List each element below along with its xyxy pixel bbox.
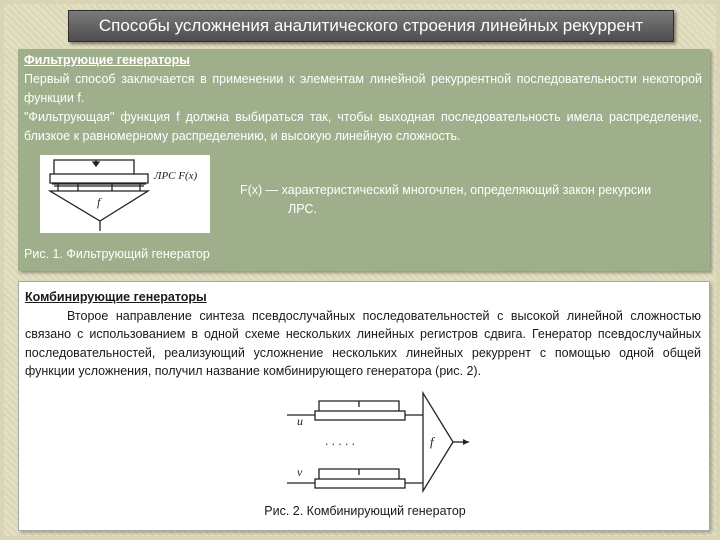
register-bottom-label: v (297, 465, 303, 479)
combining-paragraph: Второе направление синтеза псевдослучайных последовательностей с высокой линейной сложностью связано с использованием в одной схеме нескольких линейных регистров сдвига. Генератор псевдослучайных последовательностей, реализующий усложнение нескольких линейных рекуррент с помощью одной общей функции усложнения, получил название комбинирующего генератора (рис. 2). (25, 308, 701, 378)
fx-note-line1: F(x) — характеристический многочлен, определяющий закон рекурсии (240, 183, 652, 197)
characteristic-polynomial-note (240, 181, 706, 219)
function-f-label: f (97, 195, 101, 209)
filtering-paragraph-2: "Фильтрующая" функция f должна выбираться так, чтобы выходная последовательность имела распределение, близкое к равномерному распределению, и высокую линейную сложность. (24, 110, 702, 143)
filtering-heading: Фильтрующие генераторы (24, 53, 190, 67)
lrs-label: ЛРС F(x) (154, 170, 198, 182)
combining-heading: Комбинирующие генераторы (25, 290, 207, 304)
filtering-generators-panel (18, 49, 710, 271)
combining-generator-figure (257, 387, 479, 495)
combining-function-f-label: f (430, 434, 434, 449)
figure-1-caption: Рис. 1. Фильтрующий генератор (24, 247, 210, 261)
filtering-generator-figure (40, 155, 210, 233)
fx-note-line2: ЛРС. (288, 202, 317, 216)
slide-background (4, 4, 716, 536)
register-top-label: u (297, 414, 303, 428)
registers-ellipsis: . . . . . (325, 434, 356, 448)
slide-title: Способы усложнения аналитического строения линейных рекуррент (68, 10, 674, 42)
combining-generator-diagram (257, 387, 479, 495)
filtering-paragraph-1: Первый способ заключается в применении к элементам линейной рекуррентной последовательности некоторой функции f. (24, 72, 702, 105)
figure-2-caption: Рис. 2. Комбинирующий генератор (264, 504, 466, 518)
filtering-generator-diagram (40, 155, 210, 233)
combining-generators-panel (18, 281, 710, 531)
